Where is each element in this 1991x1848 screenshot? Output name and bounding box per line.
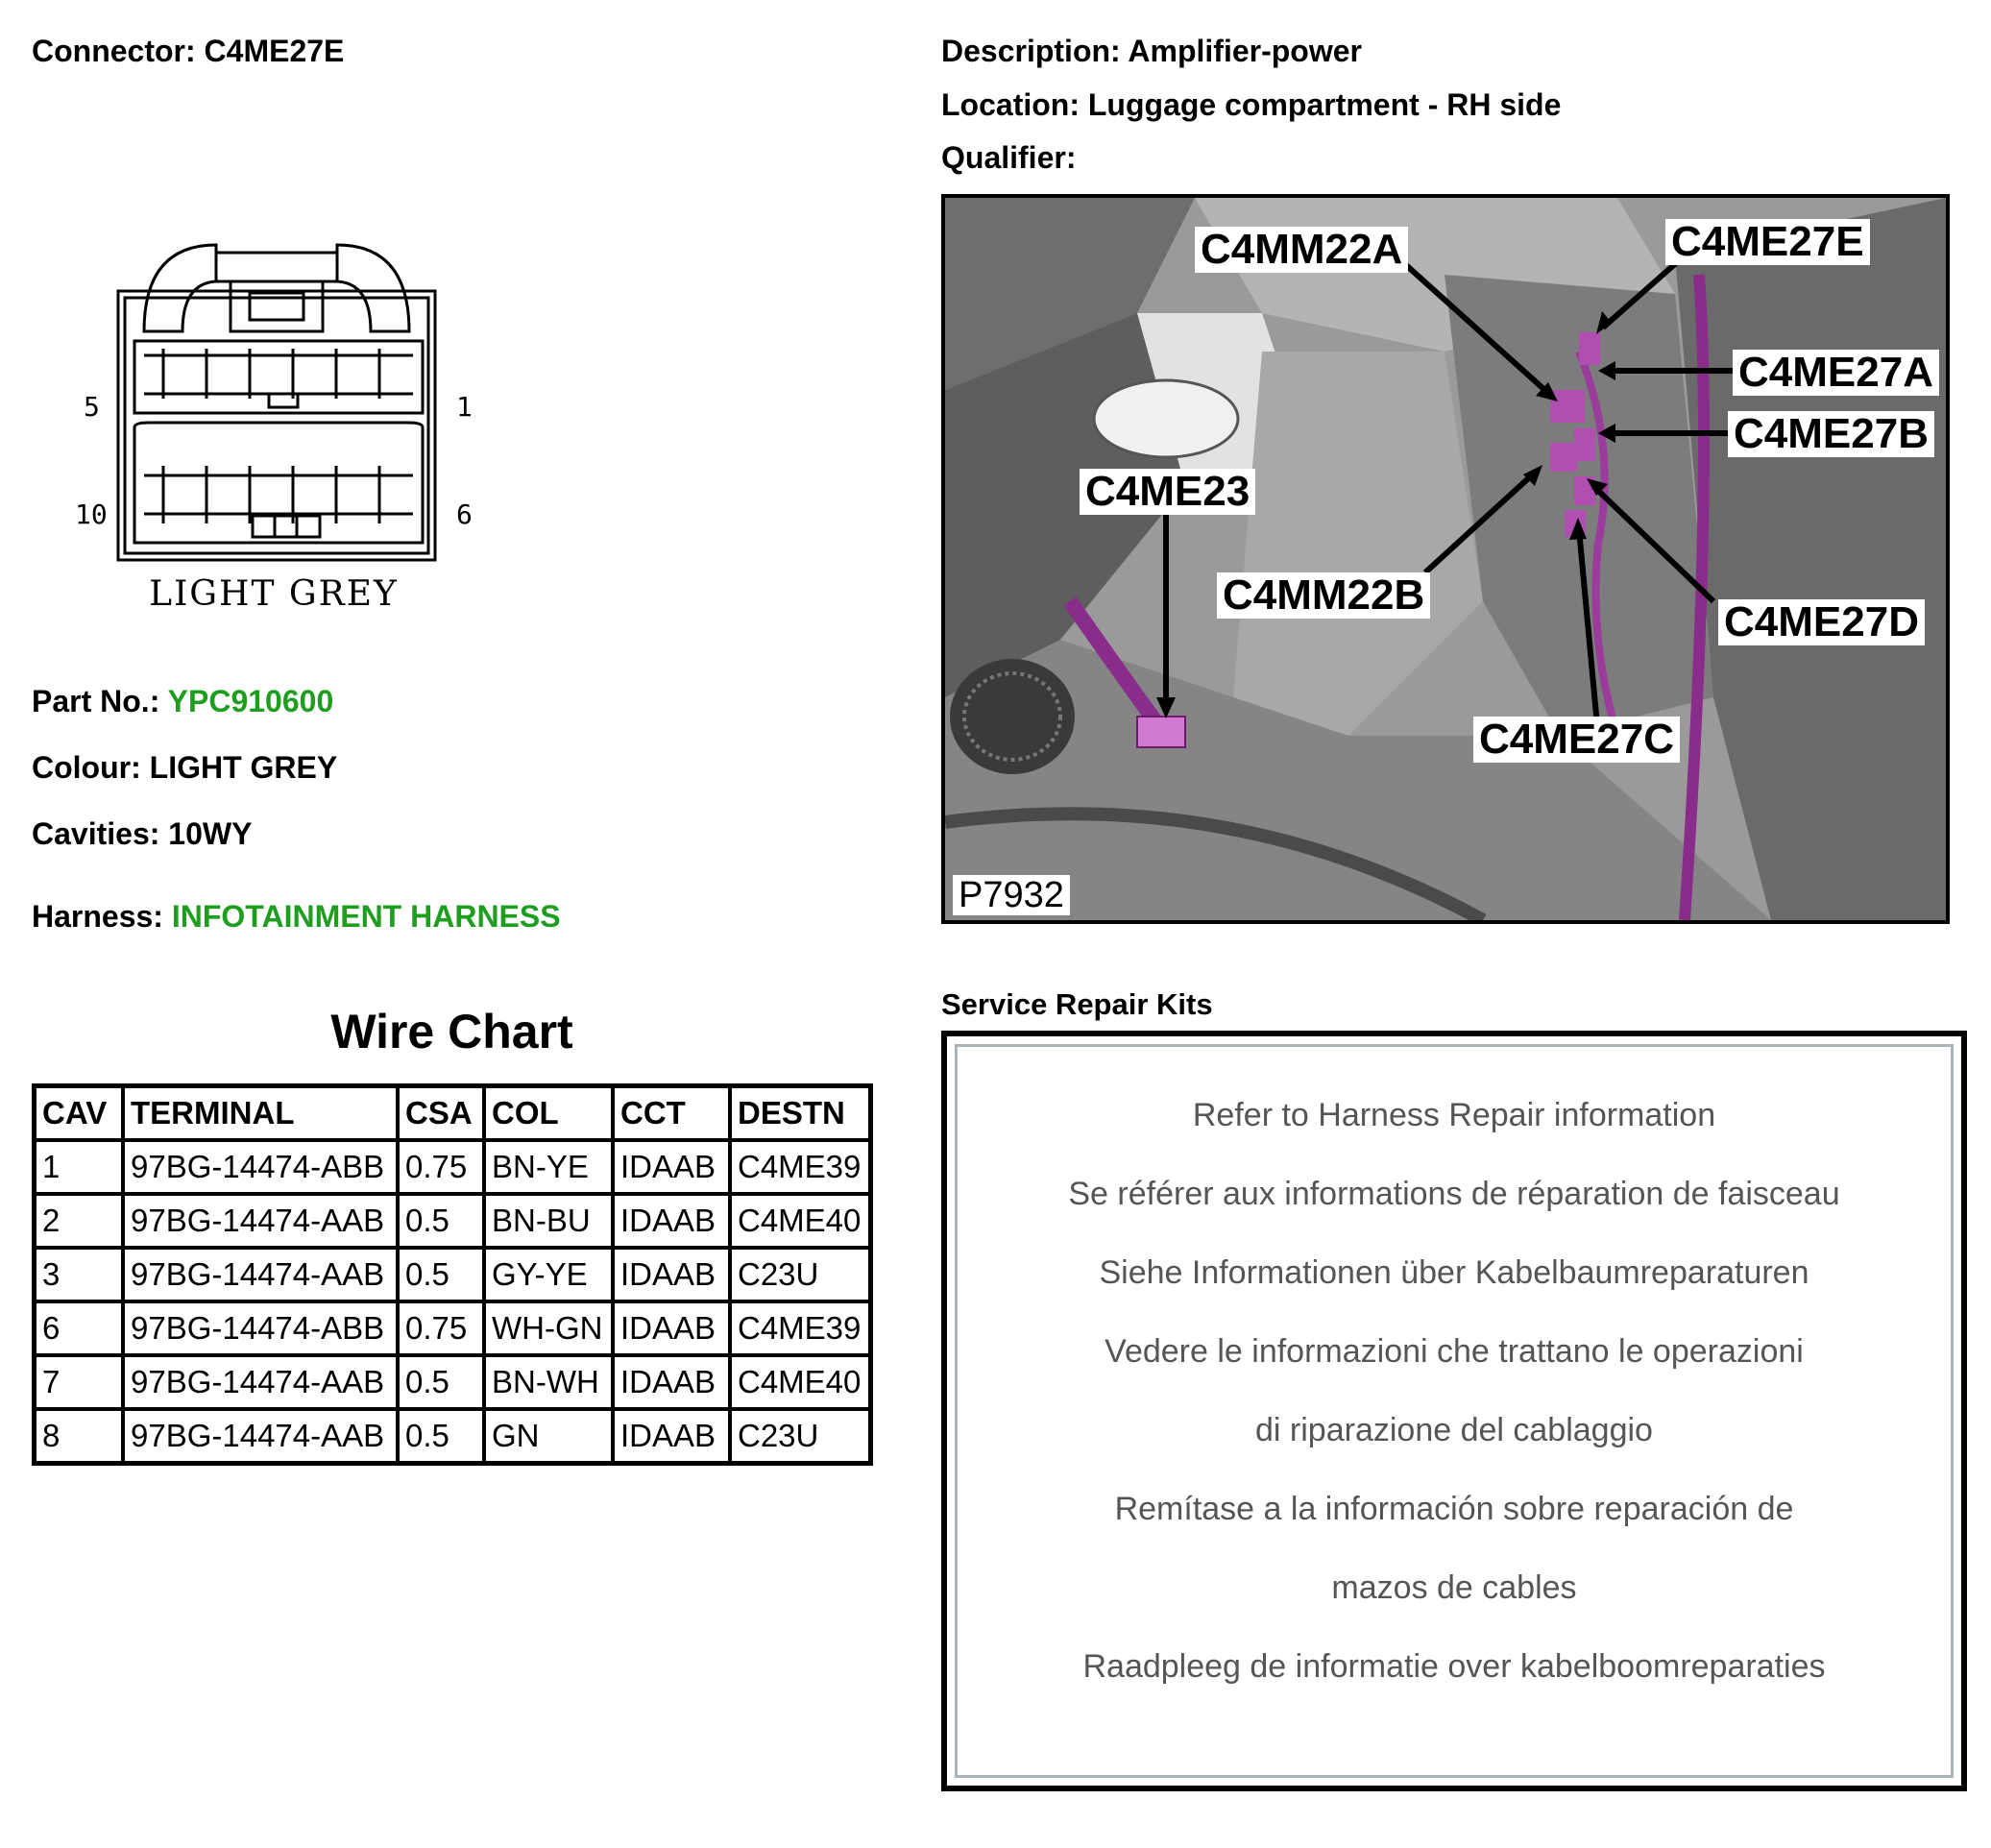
cell-terminal: 97BG-14474-AAB xyxy=(123,1248,398,1301)
cell-cav: 1 xyxy=(35,1140,124,1194)
col-header-cav: CAV xyxy=(35,1086,124,1141)
table-row xyxy=(35,1248,871,1301)
description-value: Amplifier-power xyxy=(1128,34,1362,68)
description-field xyxy=(941,34,1362,69)
cell-csa: 0.75 xyxy=(398,1140,484,1194)
col-header-terminal: TERMINAL xyxy=(123,1086,398,1141)
callout-c4me27b: C4ME27B xyxy=(1728,411,1934,457)
cell-col: BN-YE xyxy=(484,1140,613,1194)
colour-value: LIGHT GREY xyxy=(149,750,338,785)
repair-info-line-it-1: Vedere le informazioni che trattano le operazioni xyxy=(1105,1333,1804,1370)
callout-c4me27d: C4ME27D xyxy=(1718,599,1925,645)
cell-cav: 3 xyxy=(35,1248,124,1301)
cell-terminal: 97BG-14474-ABB xyxy=(123,1140,398,1194)
repair-info-line-de: Siehe Informationen über Kabelbaumreparaturen xyxy=(1099,1254,1809,1291)
repair-info-line-fr: Se référer aux informations de réparation de faisceau xyxy=(1068,1176,1840,1212)
cell-col: GN xyxy=(484,1409,613,1464)
callout-c4me27e: C4ME27E xyxy=(1665,219,1870,265)
col-header-cct: CCT xyxy=(613,1086,730,1141)
cell-col: GY-YE xyxy=(484,1248,613,1301)
cell-csa: 0.5 xyxy=(398,1194,484,1248)
col-header-destn: DESTN xyxy=(730,1086,871,1141)
cell-destn: C4ME39 xyxy=(730,1140,871,1194)
col-header-csa: CSA xyxy=(398,1086,484,1141)
location-label: Location: xyxy=(941,87,1080,122)
repair-info-line-en: Refer to Harness Repair information xyxy=(1192,1097,1716,1133)
harness-label: Harness: xyxy=(32,899,163,934)
cell-cct: IDAAB xyxy=(613,1194,730,1248)
cell-col: BN-WH xyxy=(484,1355,613,1409)
part-no-field xyxy=(32,684,333,719)
table-row xyxy=(35,1301,871,1355)
colour-label: Colour: xyxy=(32,750,141,785)
table-row xyxy=(35,1140,871,1194)
repair-info-line-es-2: mazos de cables xyxy=(1331,1569,1577,1606)
connector-face-drawing xyxy=(72,235,495,620)
cell-destn: C23U xyxy=(730,1409,871,1464)
cell-cct: IDAAB xyxy=(613,1301,730,1355)
wire-chart-title: Wire Chart xyxy=(330,1005,573,1058)
wire-chart-header-row xyxy=(35,1086,871,1141)
pin-label-6: 6 xyxy=(456,498,473,530)
repair-info-line-it-2: di riparazione del cablaggio xyxy=(1255,1412,1653,1448)
location-value: Luggage compartment - RH side xyxy=(1087,87,1562,122)
photo-reference-id: P7932 xyxy=(953,875,1070,915)
connector-label: Connector: xyxy=(32,34,196,68)
repair-info-line-nl: Raadpleeg de informatie over kabelboomreparaties xyxy=(1082,1648,1826,1685)
cell-cct: IDAAB xyxy=(613,1248,730,1301)
cell-terminal: 97BG-14474-ABB xyxy=(123,1301,398,1355)
harness-field xyxy=(32,899,561,935)
connector-location-photo xyxy=(941,194,1950,924)
qualifier-field xyxy=(941,140,1076,176)
callout-c4me23: C4ME23 xyxy=(1080,469,1255,515)
cell-cav: 2 xyxy=(35,1194,124,1248)
cell-cav: 8 xyxy=(35,1409,124,1464)
service-repair-kits-inner-frame xyxy=(955,1044,1954,1778)
callout-c4me27c: C4ME27C xyxy=(1473,717,1680,763)
connector-colour-caption: LIGHT GREY xyxy=(149,574,399,614)
cell-destn: C23U xyxy=(730,1248,871,1301)
location-field xyxy=(941,87,1561,123)
cell-cav: 6 xyxy=(35,1301,124,1355)
table-row xyxy=(35,1355,871,1409)
harness-value: INFOTAINMENT HARNESS xyxy=(171,899,561,934)
cell-destn: C4ME39 xyxy=(730,1301,871,1355)
pin-label-1: 1 xyxy=(456,391,473,423)
cell-cav: 7 xyxy=(35,1355,124,1409)
cavities-label: Cavities: xyxy=(32,816,160,851)
cell-csa: 0.75 xyxy=(398,1301,484,1355)
service-repair-kits-box xyxy=(941,1031,1967,1791)
cell-destn: C4ME40 xyxy=(730,1355,871,1409)
cavities-field xyxy=(32,816,252,852)
cell-cct: IDAAB xyxy=(613,1355,730,1409)
callout-c4me27a: C4ME27A xyxy=(1733,350,1939,396)
table-row xyxy=(35,1194,871,1248)
callout-c4mm22a: C4MM22A xyxy=(1195,227,1408,273)
cell-cct: IDAAB xyxy=(613,1140,730,1194)
description-label: Description: xyxy=(941,34,1121,68)
cell-col: BN-BU xyxy=(484,1194,613,1248)
cell-csa: 0.5 xyxy=(398,1409,484,1464)
cell-destn: C4ME40 xyxy=(730,1194,871,1248)
connector-field xyxy=(32,34,344,69)
pin-label-5: 5 xyxy=(84,391,100,423)
cell-terminal: 97BG-14474-AAB xyxy=(123,1355,398,1409)
pin-label-10: 10 xyxy=(75,498,108,530)
cell-terminal: 97BG-14474-AAB xyxy=(123,1409,398,1464)
connector-value: C4ME27E xyxy=(204,34,345,68)
part-no-label: Part No.: xyxy=(32,684,160,718)
cell-csa: 0.5 xyxy=(398,1248,484,1301)
connector-face-diagram xyxy=(72,235,495,620)
repair-info-line-es-1: Remítase a la información sobre reparación de xyxy=(1114,1491,1794,1527)
cell-terminal: 97BG-14474-AAB xyxy=(123,1194,398,1248)
part-no-value: YPC910600 xyxy=(167,684,334,718)
table-row xyxy=(35,1409,871,1464)
colour-field xyxy=(32,750,337,786)
col-header-col: COL xyxy=(484,1086,613,1141)
luggage-compartment-illustration xyxy=(945,198,1946,920)
service-repair-kits-title: Service Repair Kits xyxy=(941,987,1213,1021)
cavities-value: 10WY xyxy=(168,816,253,851)
cell-col: WH-GN xyxy=(484,1301,613,1355)
qualifier-label: Qualifier: xyxy=(941,140,1077,175)
cell-cct: IDAAB xyxy=(613,1409,730,1464)
wire-chart-table xyxy=(32,1083,873,1466)
cell-csa: 0.5 xyxy=(398,1355,484,1409)
callout-c4mm22b: C4MM22B xyxy=(1217,572,1430,619)
